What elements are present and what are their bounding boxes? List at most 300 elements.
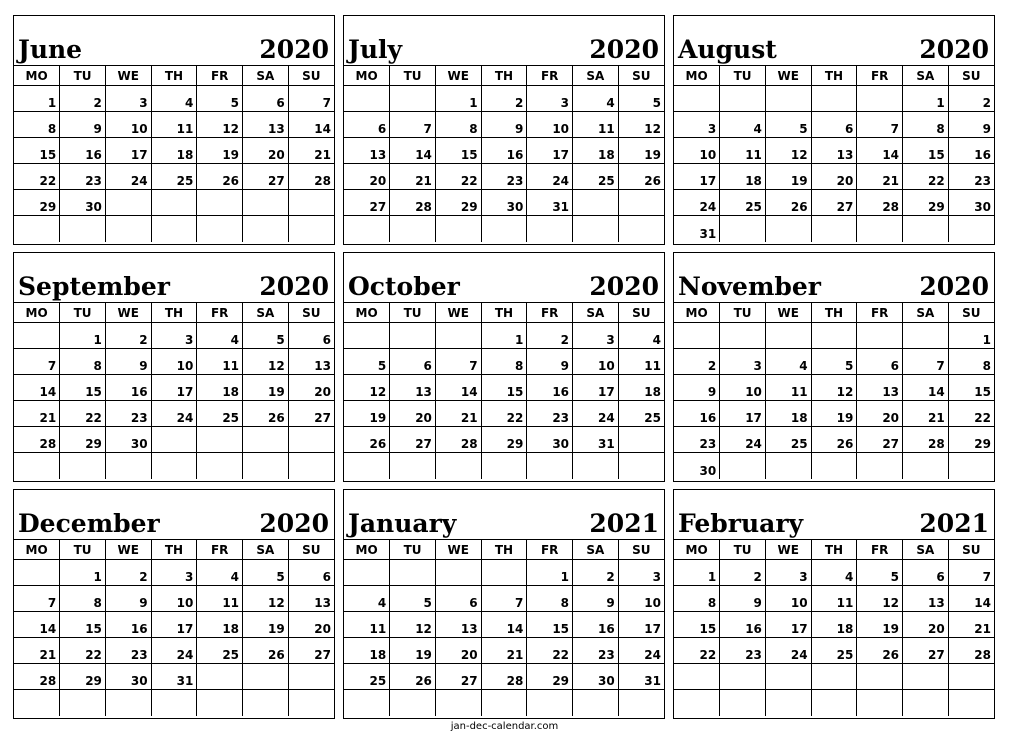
day-cell: 22: [674, 638, 720, 664]
weekday-label: TH: [481, 540, 527, 560]
day-cell: 25: [765, 427, 811, 453]
day-cell: 10: [573, 349, 619, 375]
week-row: [344, 427, 664, 453]
day-cell: 17: [151, 375, 197, 401]
day-cell: 29: [903, 190, 949, 216]
day-cell: 24: [105, 164, 151, 190]
day-cell: [903, 216, 949, 242]
day-cell: 19: [243, 375, 289, 401]
month-calendar-december: [13, 489, 335, 719]
weekday-header-row: [674, 66, 994, 86]
month-name: December: [18, 509, 160, 538]
weekday-label: FR: [857, 540, 903, 560]
day-cell: 9: [573, 586, 619, 612]
weekday-label: FR: [857, 303, 903, 323]
day-cell: 9: [105, 586, 151, 612]
day-cell: 26: [811, 427, 857, 453]
day-cell: 8: [435, 112, 481, 138]
week-row: [14, 453, 334, 479]
day-cell: 11: [765, 375, 811, 401]
day-cell: 21: [390, 164, 436, 190]
week-row: [674, 138, 994, 164]
day-cell: 7: [903, 349, 949, 375]
month-header: [344, 253, 664, 303]
day-cell: [618, 190, 664, 216]
day-cell: 25: [151, 164, 197, 190]
week-row: [14, 690, 334, 716]
day-cell: 11: [344, 612, 390, 638]
day-cell: 12: [390, 612, 436, 638]
day-cell: 13: [811, 138, 857, 164]
day-cell: [60, 690, 106, 716]
day-cell: [948, 664, 994, 690]
day-cell: 28: [14, 427, 60, 453]
day-cell: 22: [481, 401, 527, 427]
day-cell: 18: [197, 612, 243, 638]
day-cell: [288, 190, 334, 216]
day-cell: 22: [903, 164, 949, 190]
day-cell: 25: [197, 638, 243, 664]
day-cell: [243, 664, 289, 690]
weekday-label: MO: [14, 540, 60, 560]
day-cell: 28: [857, 190, 903, 216]
day-cell: 27: [243, 164, 289, 190]
day-cell: 15: [527, 612, 573, 638]
day-cell: [288, 453, 334, 479]
day-grid: [344, 540, 664, 716]
day-cell: 2: [948, 86, 994, 112]
weekday-header-row: [344, 540, 664, 560]
day-cell: 6: [435, 586, 481, 612]
day-cell: [243, 427, 289, 453]
weekday-label: FR: [197, 540, 243, 560]
weekday-label: MO: [674, 540, 720, 560]
day-cell: [720, 86, 766, 112]
day-cell: 26: [243, 638, 289, 664]
day-cell: 10: [151, 586, 197, 612]
week-row: [14, 586, 334, 612]
day-cell: [765, 453, 811, 479]
day-cell: [720, 453, 766, 479]
day-cell: 2: [481, 86, 527, 112]
day-cell: 16: [105, 612, 151, 638]
week-row: [344, 638, 664, 664]
day-cell: 18: [618, 375, 664, 401]
weekday-label: MO: [14, 66, 60, 86]
day-cell: 19: [618, 138, 664, 164]
week-row: [674, 586, 994, 612]
week-row: [14, 560, 334, 586]
weekday-label: WE: [435, 303, 481, 323]
day-cell: 13: [344, 138, 390, 164]
day-cell: 21: [288, 138, 334, 164]
day-cell: 14: [14, 375, 60, 401]
day-cell: [435, 323, 481, 349]
week-row: [674, 323, 994, 349]
week-row: [674, 375, 994, 401]
day-cell: 10: [674, 138, 720, 164]
month-name: September: [18, 272, 170, 301]
day-cell: 7: [481, 586, 527, 612]
day-cell: 1: [674, 560, 720, 586]
weekday-label: WE: [435, 540, 481, 560]
day-cell: [344, 690, 390, 716]
week-row: [14, 375, 334, 401]
day-cell: 7: [14, 586, 60, 612]
day-cell: [60, 216, 106, 242]
week-row: [674, 401, 994, 427]
day-cell: [811, 690, 857, 716]
day-cell: [618, 427, 664, 453]
weekday-label: TU: [720, 303, 766, 323]
week-row: [674, 560, 994, 586]
day-cell: 17: [720, 401, 766, 427]
day-cell: 10: [527, 112, 573, 138]
day-cell: [151, 190, 197, 216]
day-cell: [481, 453, 527, 479]
day-cell: 18: [811, 612, 857, 638]
week-row: [14, 138, 334, 164]
day-cell: 11: [811, 586, 857, 612]
day-cell: 3: [674, 112, 720, 138]
day-cell: 11: [197, 586, 243, 612]
week-row: [674, 690, 994, 716]
day-cell: 6: [344, 112, 390, 138]
day-cell: 5: [243, 323, 289, 349]
weekday-header-row: [344, 66, 664, 86]
week-row: [344, 164, 664, 190]
weekday-label: SA: [243, 66, 289, 86]
day-cell: 8: [14, 112, 60, 138]
year-label: 2021: [919, 509, 989, 538]
weekday-label: TH: [151, 303, 197, 323]
day-cell: [674, 664, 720, 690]
day-cell: 31: [151, 664, 197, 690]
day-cell: 12: [243, 586, 289, 612]
day-cell: [720, 664, 766, 690]
day-cell: 4: [197, 323, 243, 349]
year-label: 2021: [589, 509, 659, 538]
weekday-label: FR: [527, 540, 573, 560]
day-cell: [288, 216, 334, 242]
day-cell: 15: [948, 375, 994, 401]
day-cell: 21: [903, 401, 949, 427]
day-cell: 8: [527, 586, 573, 612]
day-cell: 18: [720, 164, 766, 190]
day-cell: 23: [948, 164, 994, 190]
day-cell: 3: [618, 560, 664, 586]
day-cell: 15: [14, 138, 60, 164]
weekday-label: MO: [344, 540, 390, 560]
month-header: [674, 490, 994, 540]
weekday-label: FR: [197, 66, 243, 86]
week-row: [14, 664, 334, 690]
day-cell: 26: [344, 427, 390, 453]
day-cell: 22: [60, 638, 106, 664]
day-cell: [811, 216, 857, 242]
week-row: [14, 612, 334, 638]
day-cell: 11: [618, 349, 664, 375]
day-cell: 13: [288, 349, 334, 375]
weekday-header-row: [674, 540, 994, 560]
day-cell: [105, 453, 151, 479]
day-cell: 27: [344, 190, 390, 216]
week-row: [14, 190, 334, 216]
day-cell: 25: [197, 401, 243, 427]
day-cell: [151, 427, 197, 453]
weekday-label: FR: [527, 66, 573, 86]
weekday-label: TU: [720, 540, 766, 560]
month-name: November: [678, 272, 821, 301]
day-cell: 14: [390, 138, 436, 164]
day-cell: [105, 190, 151, 216]
weekday-label: SU: [288, 540, 334, 560]
day-cell: 16: [60, 138, 106, 164]
day-cell: 27: [811, 190, 857, 216]
weekday-label: TU: [60, 303, 106, 323]
day-cell: 19: [390, 638, 436, 664]
week-row: [344, 560, 664, 586]
day-cell: 9: [105, 349, 151, 375]
day-cell: 31: [573, 427, 619, 453]
day-cell: [948, 453, 994, 479]
day-cell: 6: [390, 349, 436, 375]
day-cell: 25: [618, 401, 664, 427]
day-cell: 19: [857, 612, 903, 638]
day-cell: [765, 664, 811, 690]
day-cell: 9: [60, 112, 106, 138]
day-cell: 12: [618, 112, 664, 138]
month-header: [14, 490, 334, 540]
day-cell: [618, 453, 664, 479]
weekday-label: WE: [435, 66, 481, 86]
day-cell: [344, 560, 390, 586]
day-cell: [390, 560, 436, 586]
day-cell: [105, 216, 151, 242]
day-cell: 6: [243, 86, 289, 112]
day-cell: 23: [105, 638, 151, 664]
day-cell: 11: [151, 112, 197, 138]
day-cell: [573, 190, 619, 216]
day-cell: 6: [811, 112, 857, 138]
day-cell: 17: [573, 375, 619, 401]
day-cell: 22: [14, 164, 60, 190]
weekday-label: SU: [288, 303, 334, 323]
day-cell: [765, 86, 811, 112]
day-cell: 24: [674, 190, 720, 216]
day-cell: 29: [435, 190, 481, 216]
day-cell: [60, 453, 106, 479]
weekday-label: TH: [811, 540, 857, 560]
weekday-header-row: [14, 303, 334, 323]
month-calendar-june: [13, 15, 335, 245]
day-cell: 21: [14, 401, 60, 427]
day-cell: 9: [527, 349, 573, 375]
day-cell: [151, 690, 197, 716]
day-cell: [674, 86, 720, 112]
day-cell: 4: [197, 560, 243, 586]
weekday-label: SU: [618, 303, 664, 323]
day-cell: 9: [674, 375, 720, 401]
year-label: 2020: [589, 35, 659, 64]
day-cell: 26: [765, 190, 811, 216]
weekday-label: WE: [105, 540, 151, 560]
month-calendar-september: [13, 252, 335, 482]
day-cell: [618, 690, 664, 716]
day-grid: [674, 66, 994, 242]
day-cell: 29: [527, 664, 573, 690]
week-row: [14, 638, 334, 664]
footer-site-label: jan-dec-calendar.com: [450, 721, 559, 732]
month-header: [674, 253, 994, 303]
month-calendar-february: [673, 489, 995, 719]
day-cell: [811, 323, 857, 349]
day-cell: 22: [60, 401, 106, 427]
week-row: [14, 349, 334, 375]
day-grid: [14, 540, 334, 716]
week-row: [674, 349, 994, 375]
weekday-label: SU: [948, 66, 994, 86]
day-cell: 28: [903, 427, 949, 453]
month-header: [344, 16, 664, 66]
weekday-label: SU: [618, 540, 664, 560]
day-cell: 18: [573, 138, 619, 164]
day-cell: [811, 664, 857, 690]
day-cell: 1: [14, 86, 60, 112]
day-cell: 19: [197, 138, 243, 164]
weekday-header-row: [14, 66, 334, 86]
day-cell: 30: [527, 427, 573, 453]
week-row: [344, 375, 664, 401]
weekday-label: SA: [903, 303, 949, 323]
week-row: [344, 138, 664, 164]
day-cell: 12: [243, 349, 289, 375]
day-cell: 14: [288, 112, 334, 138]
day-cell: [435, 560, 481, 586]
week-row: [344, 690, 664, 716]
week-row: [344, 112, 664, 138]
day-cell: 14: [481, 612, 527, 638]
day-cell: 15: [60, 612, 106, 638]
day-cell: 5: [243, 560, 289, 586]
day-cell: 6: [288, 323, 334, 349]
day-cell: 10: [720, 375, 766, 401]
day-cell: 25: [344, 664, 390, 690]
day-cell: [344, 323, 390, 349]
day-cell: 18: [765, 401, 811, 427]
year-label: 2020: [589, 272, 659, 301]
day-cell: 5: [857, 560, 903, 586]
day-cell: [435, 690, 481, 716]
month-header: [674, 16, 994, 66]
weekday-label: TH: [811, 66, 857, 86]
month-calendar-january: [343, 489, 665, 719]
year-label: 2020: [919, 35, 989, 64]
day-cell: [903, 323, 949, 349]
day-cell: 24: [151, 638, 197, 664]
day-cell: 14: [857, 138, 903, 164]
day-cell: 2: [573, 560, 619, 586]
day-cell: 23: [527, 401, 573, 427]
day-cell: 4: [720, 112, 766, 138]
day-cell: [720, 690, 766, 716]
day-cell: 2: [105, 323, 151, 349]
day-cell: 30: [60, 190, 106, 216]
day-cell: 4: [811, 560, 857, 586]
day-cell: [573, 216, 619, 242]
day-cell: [720, 216, 766, 242]
day-cell: 22: [435, 164, 481, 190]
day-cell: 6: [857, 349, 903, 375]
day-cell: [857, 453, 903, 479]
weekday-label: TU: [390, 303, 436, 323]
weekday-label: MO: [14, 303, 60, 323]
weekday-label: WE: [765, 540, 811, 560]
weekday-label: SA: [903, 66, 949, 86]
day-cell: 27: [288, 638, 334, 664]
week-row: [674, 638, 994, 664]
day-cell: 28: [288, 164, 334, 190]
day-cell: 6: [288, 560, 334, 586]
day-cell: [435, 453, 481, 479]
weekday-label: SA: [903, 540, 949, 560]
week-row: [344, 86, 664, 112]
day-cell: 15: [60, 375, 106, 401]
day-cell: 13: [243, 112, 289, 138]
week-row: [344, 586, 664, 612]
day-cell: 19: [765, 164, 811, 190]
day-cell: 20: [390, 401, 436, 427]
day-cell: [197, 216, 243, 242]
weekday-label: FR: [857, 66, 903, 86]
day-cell: [765, 323, 811, 349]
day-cell: [811, 453, 857, 479]
day-cell: 23: [60, 164, 106, 190]
weekday-label: SU: [948, 303, 994, 323]
day-cell: 26: [243, 401, 289, 427]
day-cell: [344, 453, 390, 479]
month-name: August: [678, 35, 777, 64]
day-cell: 8: [903, 112, 949, 138]
day-cell: [573, 690, 619, 716]
month-name: July: [348, 35, 403, 64]
day-cell: 19: [811, 401, 857, 427]
day-cell: 13: [435, 612, 481, 638]
day-cell: 18: [344, 638, 390, 664]
day-cell: 4: [618, 323, 664, 349]
day-cell: 9: [948, 112, 994, 138]
day-grid: [14, 66, 334, 242]
day-cell: 12: [811, 375, 857, 401]
day-cell: 21: [857, 164, 903, 190]
day-cell: 15: [481, 375, 527, 401]
day-cell: 3: [151, 560, 197, 586]
week-row: [14, 401, 334, 427]
day-cell: [618, 216, 664, 242]
day-cell: 7: [948, 560, 994, 586]
day-cell: [14, 453, 60, 479]
day-cell: 23: [720, 638, 766, 664]
day-cell: [720, 323, 766, 349]
day-cell: 27: [857, 427, 903, 453]
day-cell: 15: [674, 612, 720, 638]
day-cell: [390, 323, 436, 349]
day-cell: 30: [674, 453, 720, 479]
year-label: 2020: [259, 35, 329, 64]
day-cell: 3: [527, 86, 573, 112]
week-row: [14, 112, 334, 138]
day-cell: 20: [344, 164, 390, 190]
